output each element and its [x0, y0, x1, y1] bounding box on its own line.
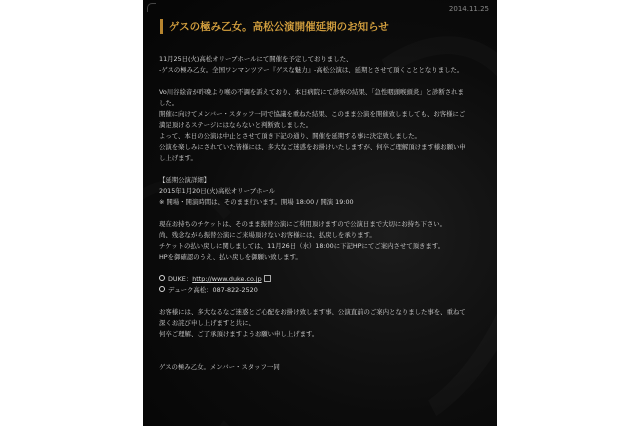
- paragraph-line: 11月25日(火)高松オリーブホールにて開催を予定しておりました、: [159, 55, 353, 63]
- paragraph-line: お客様には、多大なるなご迷惑とご心配をお掛け致します事、公演直前のご案内となりました事を、重ねて: [159, 308, 466, 316]
- duke-website-link[interactable]: http://www.duke.co.jp: [192, 275, 262, 283]
- paragraph-line: ※ 開場・開演時間は、そのまま行います。開場 18:00 / 開演 19:00: [159, 198, 354, 206]
- paragraph-line: し上げます。: [159, 154, 197, 162]
- signature: ゲスの極み乙女。メンバー・スタッフ一同: [159, 363, 280, 371]
- contact-duke: DUKE：http://www.duke.co.jp: [159, 274, 495, 285]
- corner-ornament-icon: [147, 3, 156, 12]
- paragraph-line: よって、本日の公演は中止とさせて頂き下記の通り、開催を延期する事に決定致しました。: [159, 132, 421, 140]
- paragraph-line: Vo川谷絵音が昨晩より喉の不調を訴えており、本日病院にて診察の結果、「急性咽頭喉頭炎」と診断されま: [159, 88, 464, 96]
- paragraph-line: 満足頂けるステージにはならないと判断致しました。: [159, 121, 313, 129]
- title-row: [160, 19, 487, 34]
- post-date: 2014.11.25: [448, 5, 489, 13]
- paragraph-line: HPを御確認のうえ、払い戻しを御願い致します。: [159, 253, 302, 261]
- paragraph-line: 公演を楽しみにされていた皆様には、多大なご迷惑をお掛けいたしますが、何卒ご理解頂けます様お願い申: [159, 143, 466, 151]
- paragraph-line: チケットの払い戻しに関しましては、11月26日（水）18:00に下記HPにてご案内させて頂きます。: [159, 242, 445, 250]
- paragraph-line: 開催に向けてメンバー・スタッフ一同で協議を重ねた結果、このまま公演を開催致しましても、お客様にご: [159, 110, 466, 118]
- paragraph-line: 2015年1月20日(火)高松オリーブホール: [159, 187, 276, 195]
- paragraph-line: 深くお詫び申し上げますと共に、: [159, 319, 255, 327]
- announcement-body: [159, 54, 495, 373]
- paragraph-line: 【延期公演詳細】: [159, 176, 211, 184]
- bullet-circle-icon: [159, 275, 165, 281]
- bullet-circle-icon: [159, 286, 165, 292]
- paragraph-line: -ゲスの極み乙女。全国ワンマンツアー『ゲスな魅力』-高松公演は、延期とさせて頂くこととなりました。: [159, 66, 464, 74]
- paragraph-line: 何卒ご理解、ご了承頂けますようお願い申し上げます。: [159, 330, 319, 338]
- page-title: ゲスの極み乙女。高松公演開催延期のお知らせ: [169, 21, 389, 33]
- paragraph-line: 現在お持ちのチケットは、そのまま振替公演にご利用頂けますので公演日まで大切にお持ち下さい。: [159, 220, 447, 228]
- external-link-icon: [264, 275, 271, 282]
- announcement-panel: [143, 0, 497, 426]
- contact-phone: デューク高松：087-822-2520: [159, 285, 495, 296]
- paragraph-line: した。: [159, 99, 179, 107]
- paragraph-line: 尚、残念ながら振替公演にご来場頂けないお客様には、払戻しを承ります。: [159, 231, 376, 239]
- title-accent-bar: [160, 19, 163, 34]
